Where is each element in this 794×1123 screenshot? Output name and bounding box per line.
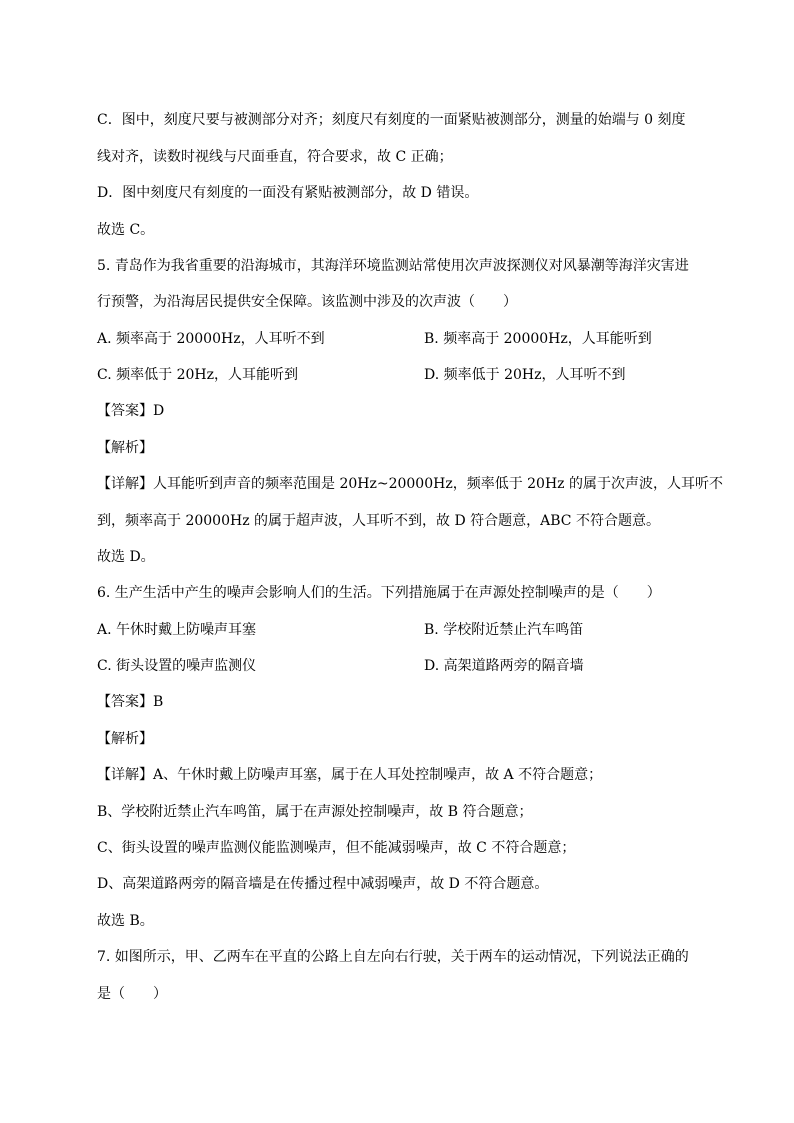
question-6-analysis-heading: 【解析】: [97, 731, 153, 747]
question-5-option-a: A. 频率高于 20000Hz，人耳听不到: [97, 331, 325, 347]
question-5-answer: 【答案】D: [97, 403, 165, 419]
question-6-detail-4: D、高架道路两旁的隔音墙是在传播过程中减弱噪声，故 D 不符合题意。: [97, 876, 549, 892]
question-6-detail-1: 【详解】A、午休时戴上防噪声耳塞，属于在人耳处控制噪声，故 A 不符合题意；: [97, 767, 603, 783]
question-6-selection: 故选 B。: [97, 913, 154, 929]
question-5-option-d: D. 频率低于 20Hz，人耳听不到: [424, 367, 626, 383]
question-5-detail-2: 到，频率高于 20000Hz 的属于超声波，人耳听不到，故 D 符合题意，ABC 不符合题意。: [97, 513, 660, 529]
question-6-answer: 【答案】B: [97, 694, 164, 710]
explanation-line-d: D．图中刻度尺有刻度的一面没有紧贴被测部分，故 D 错误。: [97, 185, 479, 201]
question-6-option-a: A. 午休时戴上防噪声耳塞: [97, 622, 257, 638]
question-6-option-b: B. 学校附近禁止汽车鸣笛: [424, 622, 584, 638]
question-6-detail-2: B、学校附近禁止汽车鸣笛，属于在声源处控制噪声，故 B 符合题意；: [97, 804, 533, 820]
question-5-stem-cont: 行预警，为沿海居民提供安全保障。该监测中涉及的次声波（ ）: [97, 294, 517, 310]
question-7-stem-cont: 是（ ）: [97, 986, 167, 1002]
question-6-option-d: D. 高架道路两旁的隔音墙: [424, 658, 584, 674]
question-5-detail-1: 【详解】人耳能听到声音的频率范围是 20Hz~20000Hz，频率低于 20Hz 的属于次声波，人耳听不: [97, 476, 723, 492]
question-6-option-c: C. 街头设置的噪声监测仪: [97, 658, 257, 674]
question-5-stem: 5. 青岛作为我省重要的沿海城市，其海洋环境监测站常使用次声波探测仪对风暴潮等海洋灾害进: [97, 258, 689, 274]
question-5-option-b: B. 频率高于 20000Hz，人耳能听到: [424, 331, 652, 347]
question-5-option-c: C. 频率低于 20Hz，人耳能听到: [97, 367, 298, 383]
question-6-detail-3: C、街头设置的噪声监测仪能监测噪声，但不能减弱噪声，故 C 不符合题意；: [97, 840, 576, 856]
explanation-line-c1: C．图中，刻度尺要与被测部分对齐；刻度尺有刻度的一面紧贴被测部分，测量的始端与 0 刻度: [97, 112, 686, 128]
question-6-stem: 6. 生产生活中产生的噪声会影响人们的生活。下列措施属于在声源处控制噪声的是（ ）: [97, 585, 661, 601]
explanation-line-c2: 线对齐，读数时视线与尺面垂直，符合要求，故 C 正确；: [97, 149, 453, 165]
question-7-stem: 7. 如图所示，甲、乙两车在平直的公路上自左向右行驶，关于两车的运动情况，下列说法正确的: [97, 949, 689, 965]
question-5-analysis-heading: 【解析】: [97, 440, 153, 456]
question-5-selection: 故选 D。: [97, 549, 155, 565]
answer-selection: 故选 C。: [97, 222, 155, 238]
